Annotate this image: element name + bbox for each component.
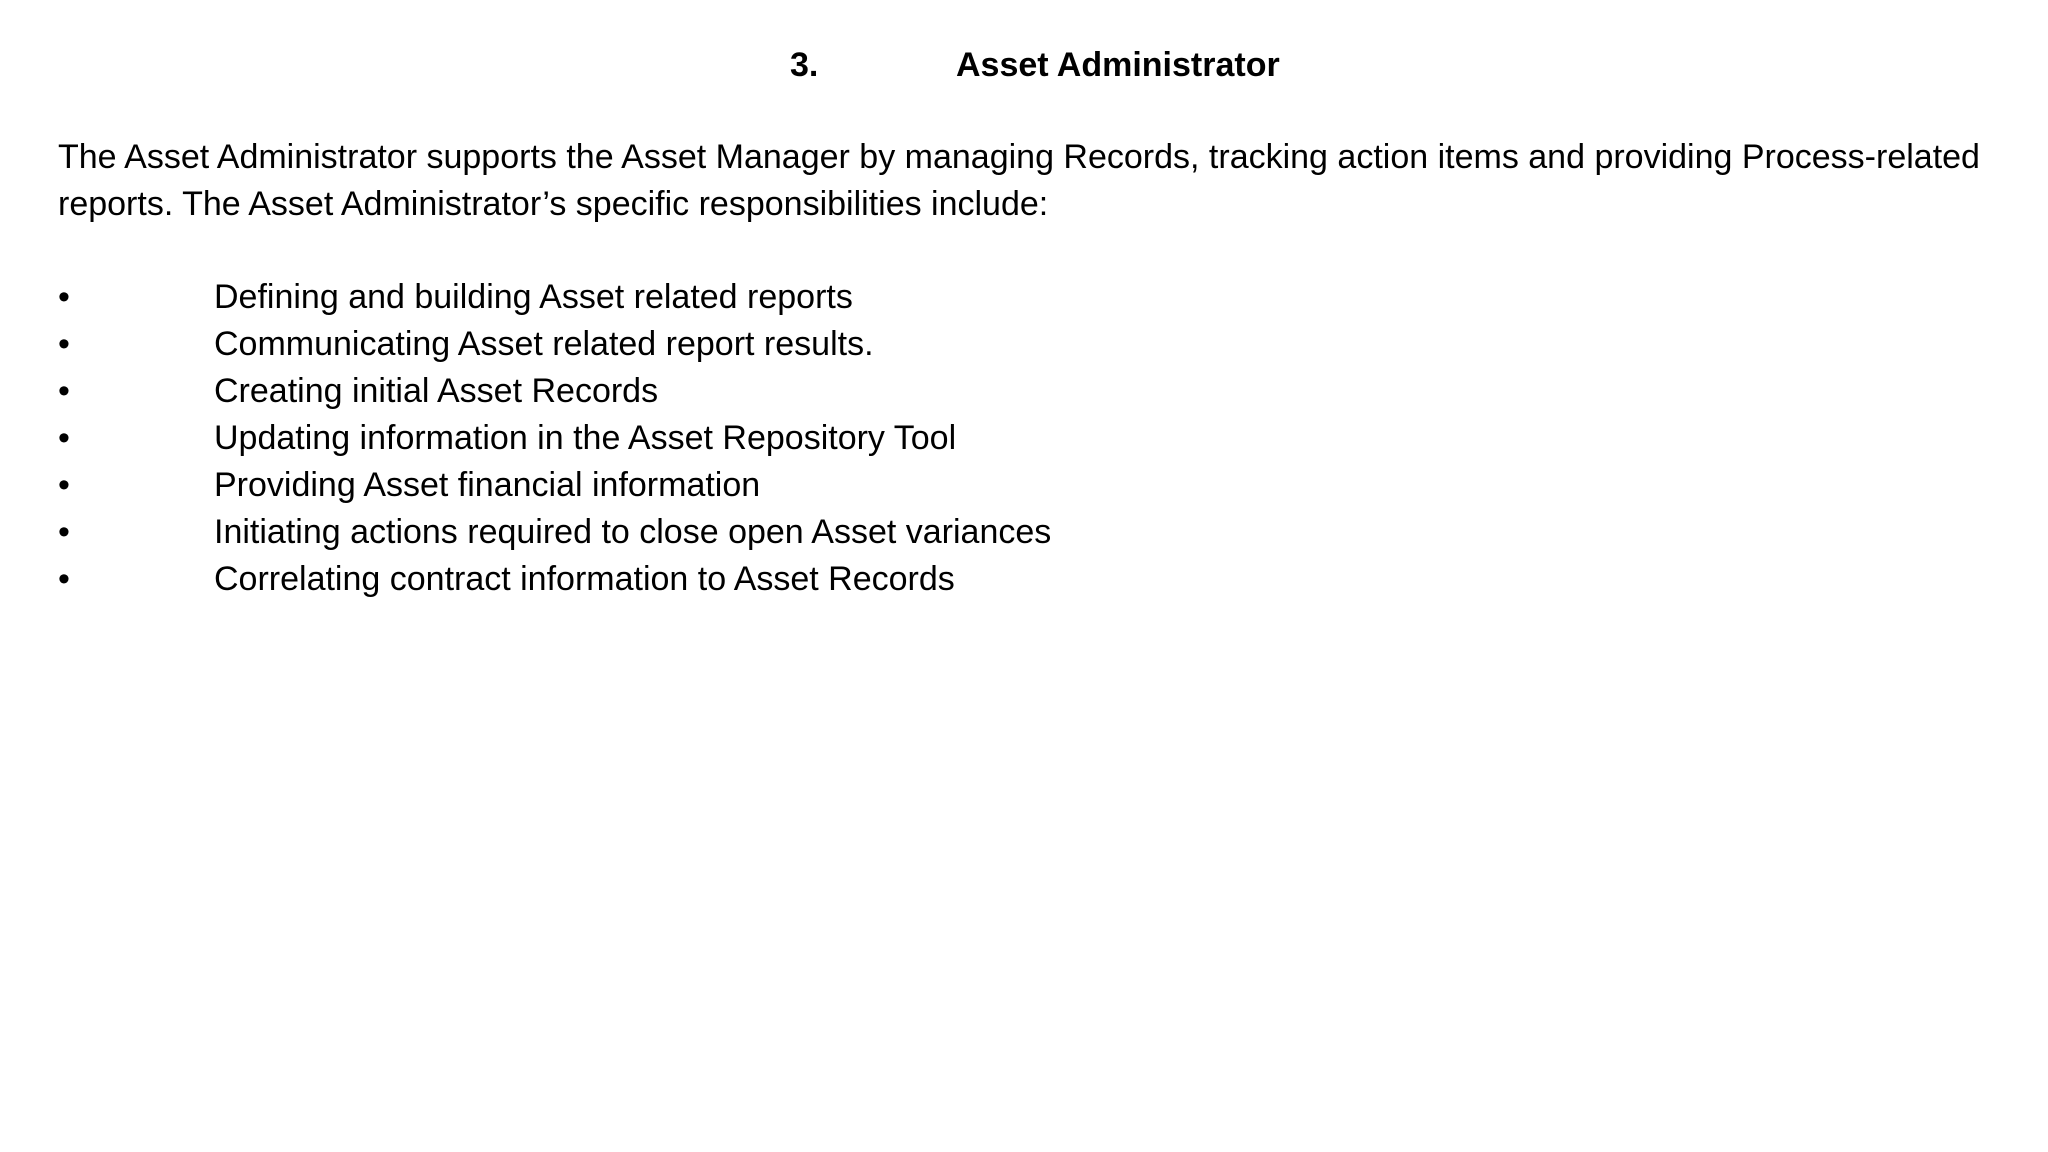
intro-paragraph: The Asset Administrator supports the Asset Manager by managing Records, tracking action items and providing Process-related reports. The Asset Administrator’s specific responsibilities include: <box>58 138 1980 223</box>
bullet-icon: • <box>58 466 70 504</box>
list-item <box>58 321 1958 368</box>
list-item <box>58 509 1958 556</box>
list-item-text: Providing Asset financial information <box>214 466 761 504</box>
list-item <box>58 274 1958 321</box>
bullet-icon: • <box>58 372 70 410</box>
bullet-icon: • <box>58 513 70 551</box>
bullet-icon: • <box>58 560 70 598</box>
list-item-text: Correlating contract information to Asset Records <box>214 560 955 598</box>
list-item-text: Updating information in the Asset Repository Tool <box>214 419 957 457</box>
section-heading <box>0 40 2048 90</box>
bullet-icon: • <box>58 278 70 316</box>
responsibilities-list <box>58 274 1958 603</box>
list-item-text: Communicating Asset related report results. <box>214 325 874 363</box>
section-number: 3. <box>790 46 819 84</box>
list-item-text: Creating initial Asset Records <box>214 372 659 410</box>
list-item-text: Initiating actions required to close open Asset variances <box>214 513 1052 551</box>
list-item <box>58 415 1958 462</box>
bullet-icon: • <box>58 325 70 363</box>
list-item <box>58 556 1958 603</box>
bullet-icon: • <box>58 419 70 457</box>
list-item <box>58 368 1958 415</box>
section-title: Asset Administrator <box>956 46 1280 84</box>
list-item-text: Defining and building Asset related reports <box>214 278 853 316</box>
list-item <box>58 462 1958 509</box>
